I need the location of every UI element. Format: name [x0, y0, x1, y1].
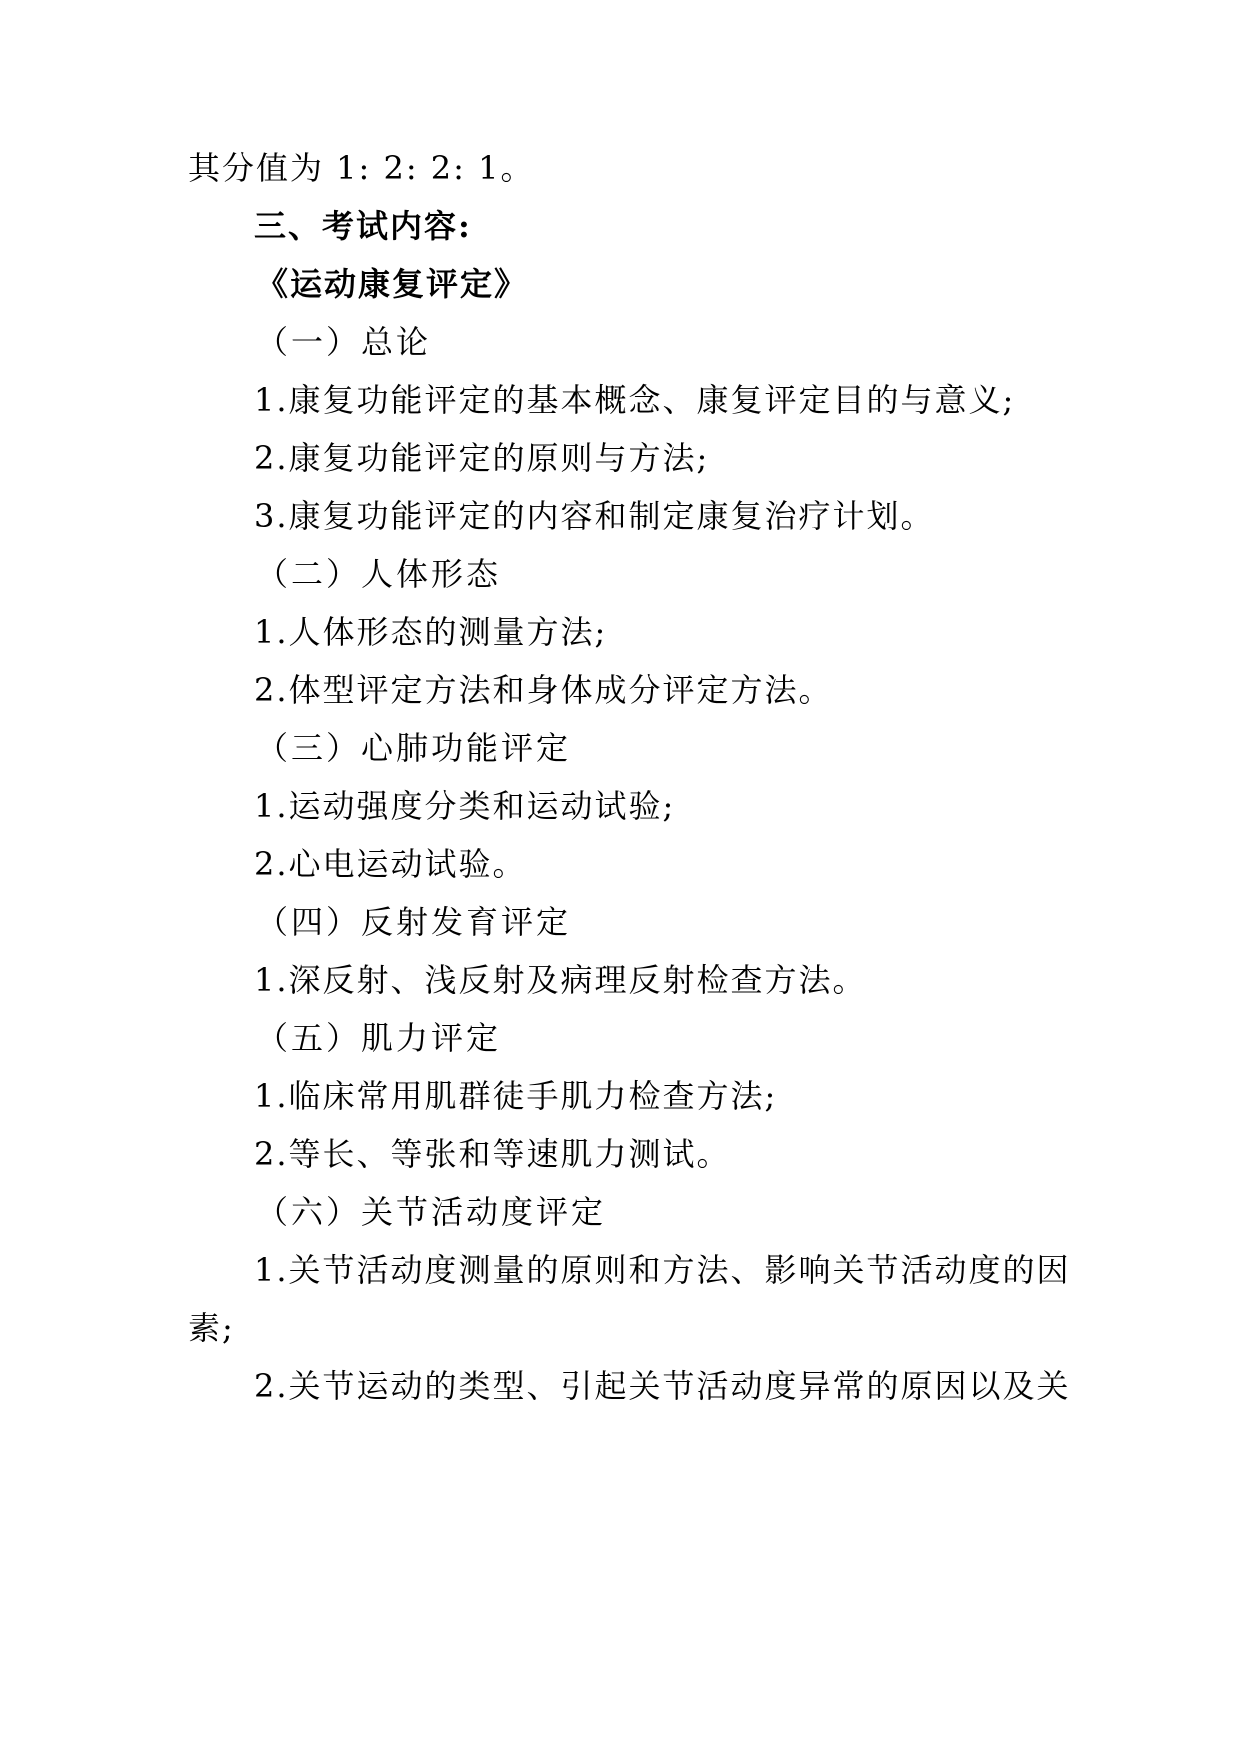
- section-heading-exam-content: 三、考试内容:: [254, 207, 472, 245]
- subsection-heading-1: （一）总论: [256, 323, 432, 361]
- score-ratio-line: 其分值为 1: 2: 2: 1。: [188, 149, 535, 187]
- subsection-heading-6: （六）关节活动度评定: [256, 1193, 607, 1231]
- list-item: 1.关节活动度测量的原则和方法、影响关节活动度的因: [254, 1251, 1071, 1289]
- list-item: 1.运动强度分类和运动试验;: [254, 787, 676, 825]
- list-item: 1.深反射、浅反射及病理反射检查方法。: [254, 961, 867, 999]
- subsection-heading-5: （五）肌力评定: [256, 1019, 502, 1057]
- course-title: 《运动康复评定》: [256, 265, 529, 303]
- subsection-heading-2: （二）人体形态: [256, 555, 502, 593]
- list-item: 3.康复功能评定的内容和制定康复治疗计划。: [254, 497, 935, 535]
- list-item: 2.关节运动的类型、引起关节活动度异常的原因以及关: [254, 1367, 1071, 1405]
- list-item: 1.临床常用肌群徒手肌力检查方法;: [254, 1077, 778, 1115]
- list-item-continuation: 素;: [188, 1309, 235, 1347]
- list-item: 2.等长、等张和等速肌力测试。: [254, 1135, 731, 1173]
- list-item: 1.人体形态的测量方法;: [254, 613, 608, 651]
- list-item: 1.康复功能评定的基本概念、康复评定目的与意义;: [254, 381, 1016, 419]
- list-item: 2.心电运动试验。: [254, 845, 527, 883]
- list-item: 2.体型评定方法和身体成分评定方法。: [254, 671, 833, 709]
- list-item: 2.康复功能评定的原则与方法;: [254, 439, 710, 477]
- subsection-heading-4: （四）反射发育评定: [256, 903, 572, 941]
- subsection-heading-3: （三）心肺功能评定: [256, 729, 572, 767]
